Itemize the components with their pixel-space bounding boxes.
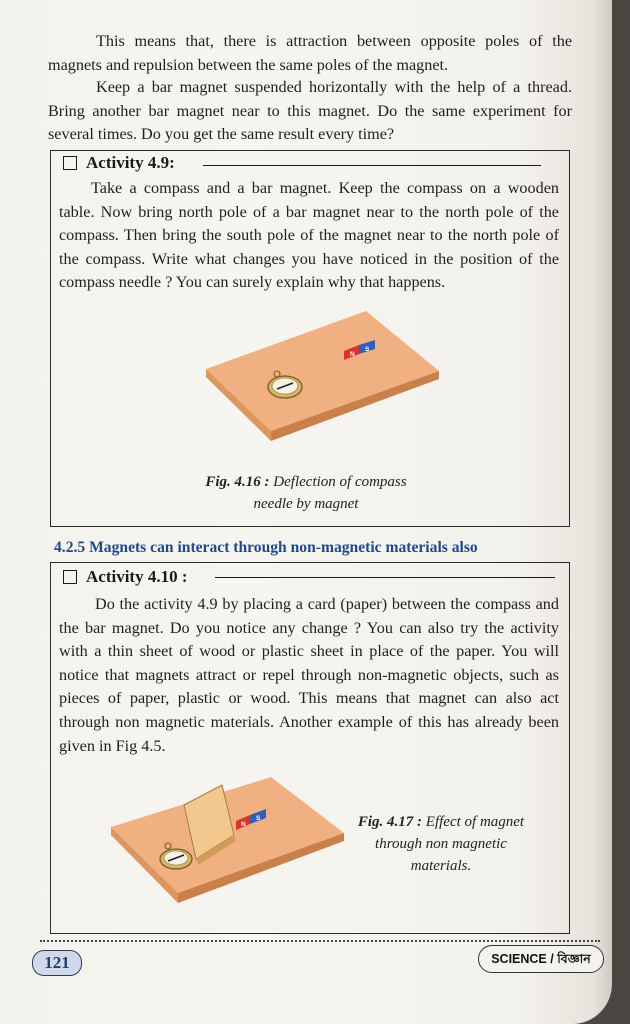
intro-paragraph-2: Keep a bar magnet suspended horizontally with the help of a thread. Bring another bar magnet near to this magnet. Do the same experiment for several times. Do you get the same result every time? [48, 78, 572, 144]
figure-4-17-caption-line-2: through non magnetic [375, 836, 507, 852]
activity-4-9-heading: Activity 4.9: [86, 153, 175, 172]
figure-4-17-illustration [106, 775, 356, 925]
figure-4-16-label: Fig. 4.16 : [205, 474, 270, 490]
activity-4-10-heading: Activity 4.10 : [86, 567, 188, 586]
figure-4-17-caption-line-1: Effect of magnet [425, 814, 525, 830]
subject-badge: SCIENCE / বিজ্ঞান [478, 945, 604, 973]
magnet-south-label: S [365, 346, 370, 353]
page-number: 121 [32, 950, 82, 976]
activity-4-9-header [63, 153, 175, 173]
activity-4-9-box [50, 150, 570, 527]
magnet-south-label: S [256, 815, 261, 822]
heading-rule [203, 165, 541, 166]
checkbox-icon [63, 156, 77, 170]
figure-4-16-caption-line-1: Deflection of compass [273, 474, 407, 490]
checkbox-icon [63, 570, 77, 584]
activity-4-10-box [50, 562, 570, 934]
figure-4-16-caption-line-2: needle by magnet [253, 496, 359, 512]
activity-4-9-text: Take a compass and a bar magnet. Keep the compass on a wooden table. Now bring north pole of a bar magnet near to the north pole of the compass. Then bring the south pole of the magnet near to the north pole of the compass. Write what changes you have noticed in the position of the compass needle ? You can surely explain why that happens. [59, 179, 559, 292]
figure-4-17-caption-line-3: materials. [410, 858, 472, 874]
figure-4-17-label: Fig. 4.17 : [357, 814, 423, 830]
magnet-north-label: N [241, 821, 246, 828]
section-4-2-5-title: 4.2.5 Magnets can interact through non-magnetic materials also [54, 539, 478, 556]
activity-4-10-text: Do the activity 4.9 by placing a card (paper) between the compass and the bar magnet. Do you notice any change ? You can also try the activity with a thin sheet of wood or plastic sheet in place of the paper. You will notice that magnets attract or repel through non-magnetic objects, such as pieces of paper, plastic or wood. This means that magnet can also act through non magnetic materials. Another example of this has already been given in Fig 4.5. [59, 595, 559, 755]
heading-rule [215, 577, 555, 578]
footer-dotted-rule [40, 940, 600, 942]
figure-4-17-caption [336, 811, 546, 877]
intro-paragraph-1: This means that, there is attraction between opposite poles of the magnets and repulsion between the same poles of the magnet. [48, 32, 572, 74]
figure-4-16-illustration [201, 309, 451, 469]
figure-4-16-caption [181, 471, 431, 515]
activity-4-10-header [63, 567, 188, 587]
magnet-north-label: N [350, 351, 355, 358]
